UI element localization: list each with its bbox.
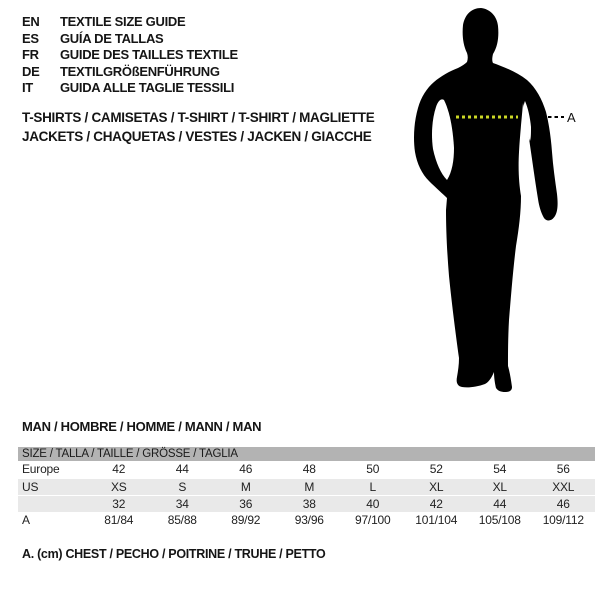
size-cell: 46 [556,497,570,511]
size-cell: S [178,480,187,494]
size-cell: 44 [493,497,507,511]
size-cell: 81/84 [104,513,134,527]
language-row-en [22,14,238,31]
table-row-us [18,478,595,495]
size-cell: M [304,480,315,494]
row-label: Europe [22,462,60,476]
size-cell: 105/108 [478,513,521,527]
size-cell: XS [110,480,127,494]
table-row-chest-cm [18,512,595,529]
size-cell: 101/104 [415,513,458,527]
language-label: GUIDA ALLE TAGLIE TESSILI [60,80,235,95]
size-cell: 56 [556,462,570,476]
row-label [18,496,87,512]
man-silhouette [414,8,558,392]
language-row-de [22,64,238,81]
table-row-europe [18,461,595,478]
language-label: GUÍA DE TALLAS [60,30,164,46]
language-row-fr [22,47,238,64]
size-cell: XL [492,480,507,494]
category-jackets: JACKETS / CHAQUETAS / VESTES / JACKEN / GIACCHE [22,129,372,144]
language-code: EN [22,14,40,29]
size-cell: 46 [239,462,253,476]
size-cell: 42 [112,462,126,476]
table-row-numeric [18,495,595,512]
measure-label-a: A [567,110,576,125]
size-table [18,447,595,529]
language-row-es [22,31,238,48]
garment-categories [22,108,374,146]
size-cell: 109/112 [542,513,584,527]
size-cell: M [240,480,251,494]
size-cell: 93/96 [294,513,324,527]
size-cell: XL [429,480,444,494]
language-code: FR [22,47,39,62]
size-cell: 52 [429,462,443,476]
size-cell: 34 [175,497,189,511]
size-cell: 50 [366,462,380,476]
section-title-man: MAN / HOMBRE / HOMME / MANN / MAN [22,419,262,434]
chest-footnote: A. (cm) CHEST / PECHO / POITRINE / TRUHE / PETTO [22,547,326,561]
row-label: US [22,480,39,494]
language-code: IT [22,80,33,95]
size-cell: 44 [175,462,189,476]
size-cell: 54 [493,462,507,476]
size-cell: L [369,480,376,494]
size-cell: 38 [302,497,316,511]
size-cell: XXL [552,480,575,494]
size-cell: 97/100 [354,513,391,527]
row-label: A [22,513,30,527]
language-list [22,14,238,97]
size-cell: 42 [429,497,443,511]
size-cell: 85/88 [167,513,197,527]
language-label: GUIDE DES TAILLES TEXTILE [60,47,238,62]
language-row-it [22,80,238,97]
language-label: TEXTILE SIZE GUIDE [60,14,186,29]
language-code: DE [22,63,40,79]
size-cell: 36 [239,497,253,511]
size-cell: 48 [302,462,316,476]
size-cell: 89/92 [231,513,261,527]
size-table-header: SIZE / TALLA / TAILLE / GRÖSSE / TAGLIA [18,447,595,461]
language-label: TEXTILGRÖßENFÜHRUNG [60,63,220,79]
size-cell: 40 [366,497,380,511]
language-code: ES [22,30,39,46]
category-tshirts: T-SHIRTS / CAMISETAS / T-SHIRT / T-SHIRT / MAGLIETTE [22,110,375,125]
size-cell: 32 [112,497,126,511]
man-figure [400,0,600,420]
